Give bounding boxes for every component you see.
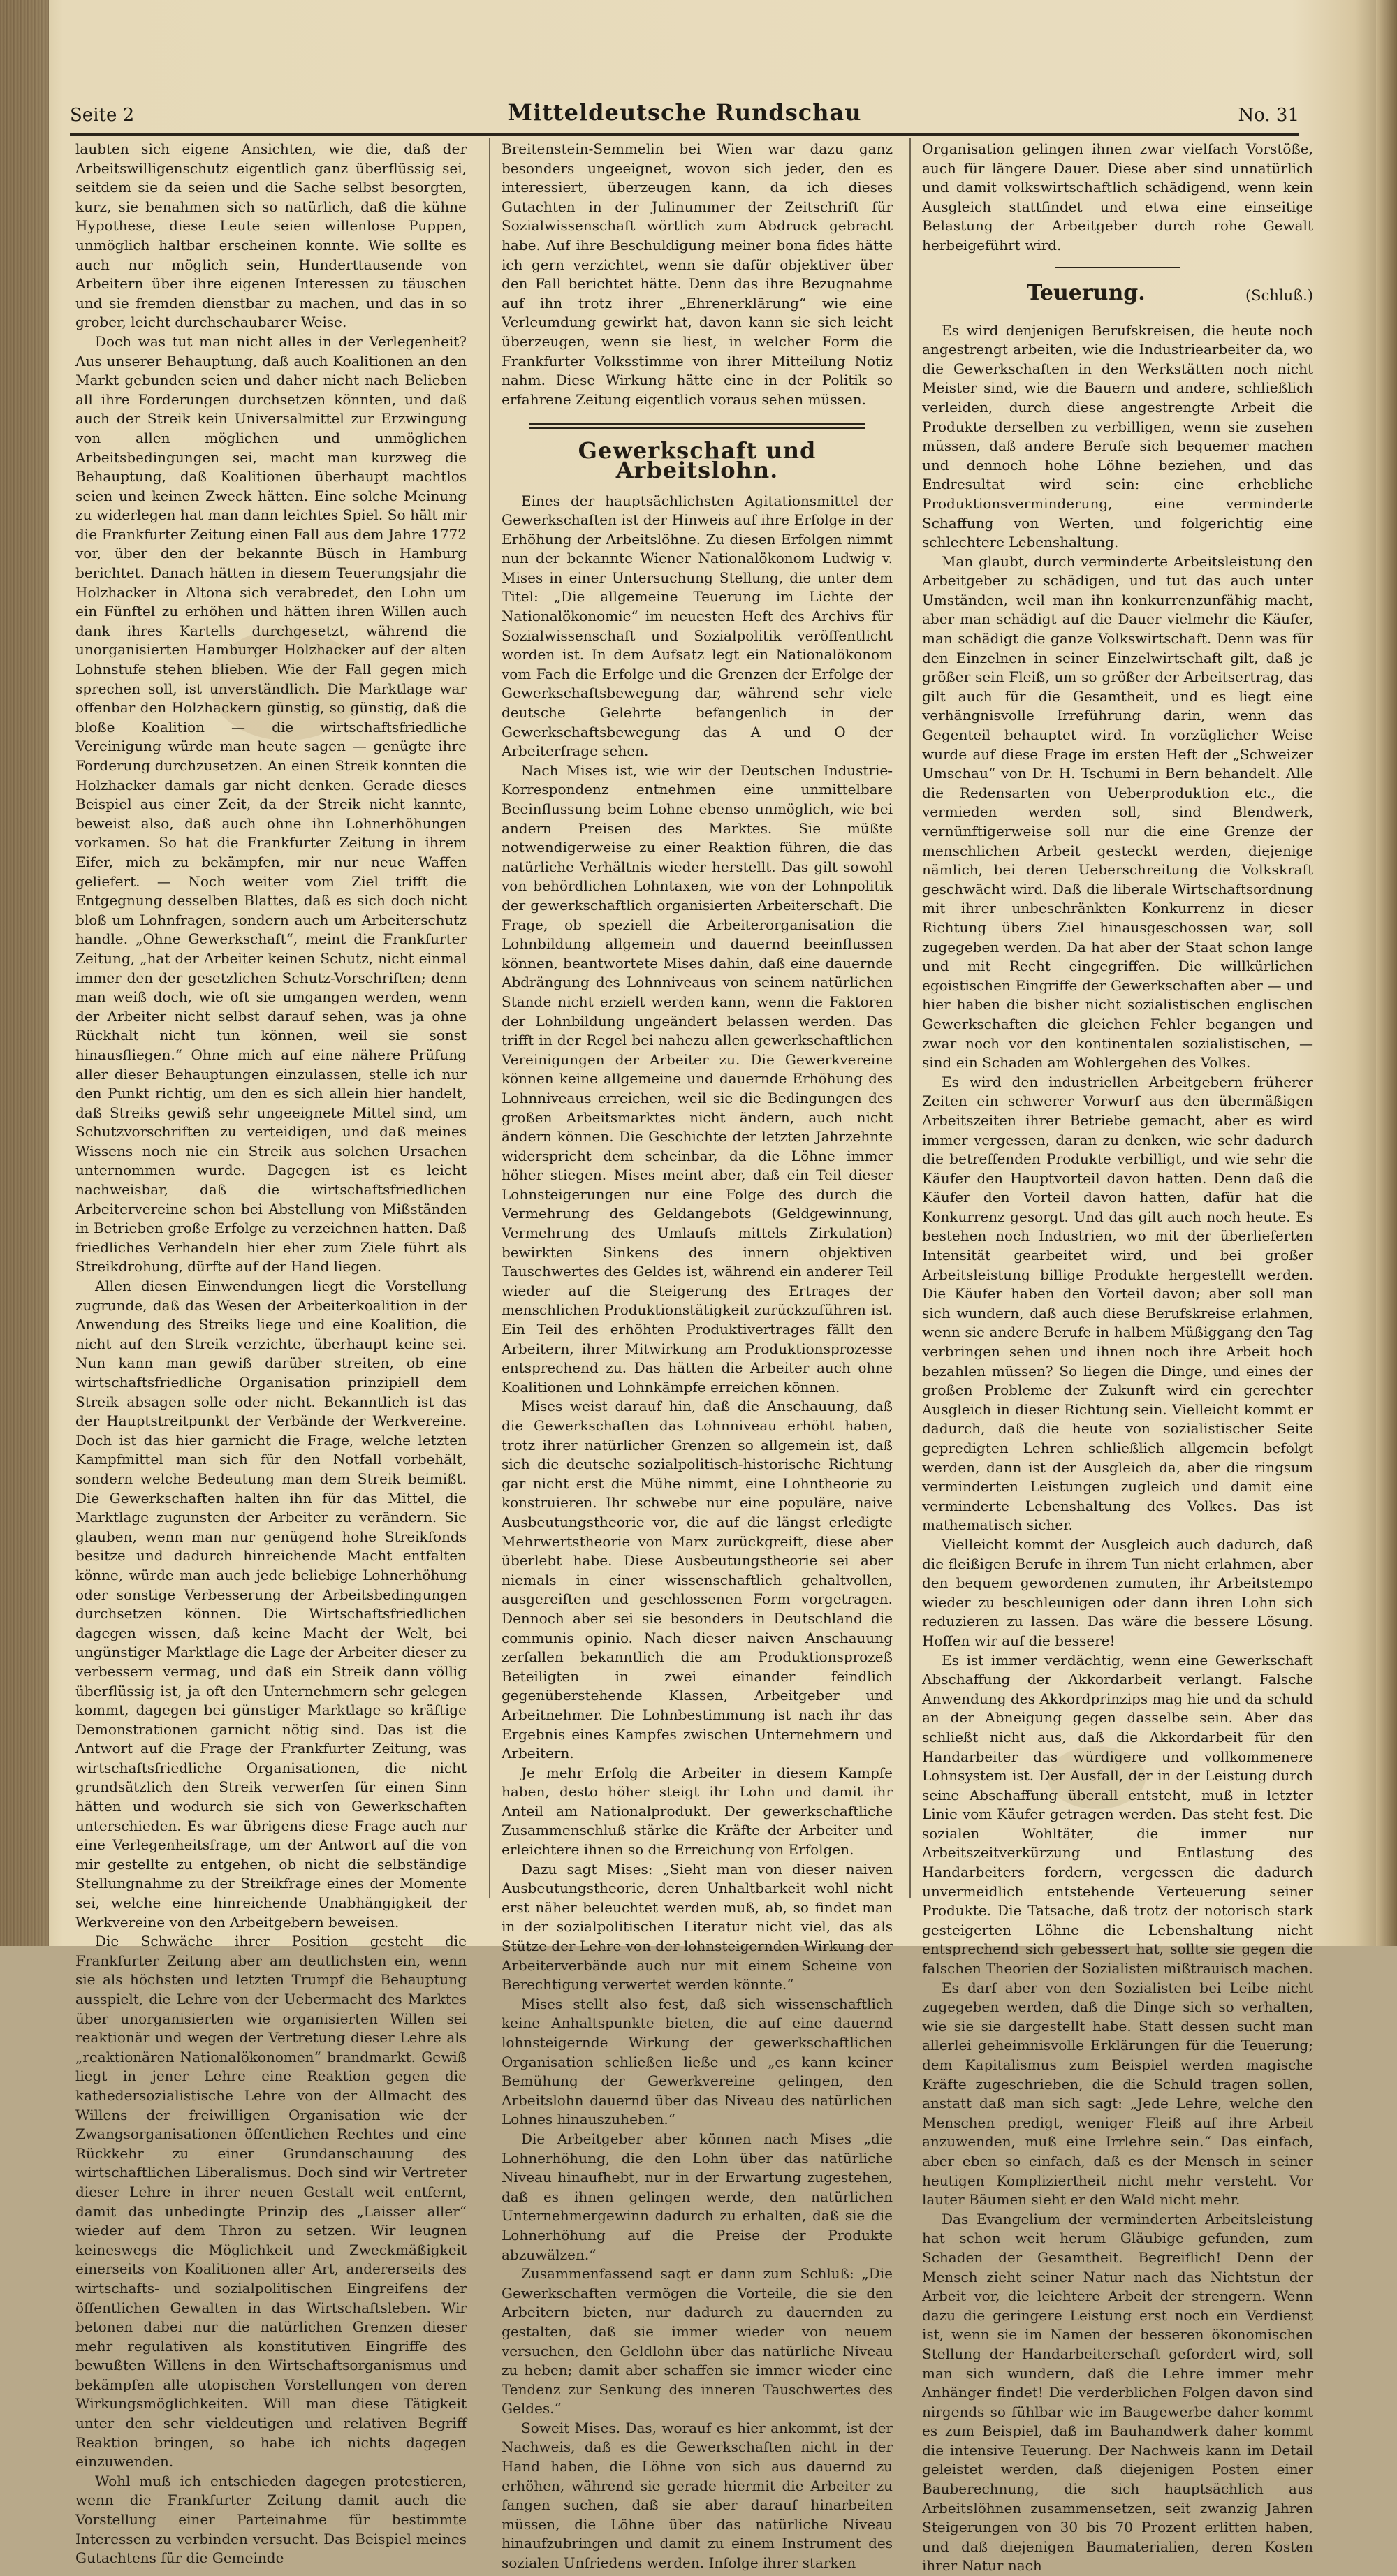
- column-rule: [909, 138, 911, 1898]
- issue-number: No. 31: [1238, 105, 1299, 126]
- page-header: [70, 98, 1299, 133]
- paragraph: Die Schwäche ihrer Position gesteht die Frankfurter Zeitung aber am deutlichsten ein, wenn sie als höchsten und letzten Trumpf die Behauptung ausspielt, die Lehre von der Uebermacht des Marktes über unorganisierten wie organisierten Willen sei reaktionär und wegen der Vertretung dieser Lehre als „reaktionären Nationalökonomen“ brandmarkt. Gewiß liegt in jener Lehre eine Reaktion gegen die kathedersozialistische Lehre von der Allmacht des Willens der freiwilligen Organisation wie der Zwangsorganisationen öffentlichen Rechtes und eine Rückkehr zu einer Grundanschauung des wirtschaftlichen Liberalismus. Doch sind wir Vertreter dieser Lehre in ihrer neuen Gestalt weit entfernt, damit das unbedingte Prinzip des „Laisser aller“ wieder auf dem Thron zu setzen. Wir leugnen keineswegs die Möglichkeit und Zweckmäßigkeit einerseits von Koalitionen aller Art, andererseits des wirtschafts- und sozialpolitischen Eingreifens der öffentlichen Gewalten in das Wirtschaftsleben. Wir betonen dabei nur die natürlichen Grenzen dieser mehr regulativen als konstitutiven Eingriffe des bewußten Willens in den Wirtschaftsorganismus und bekämpfen alle utopischen Vorstellungen von deren Wirkungsmöglichkeiten. Will man diese Tätigkeit unter den sehr vieldeutigen und relativen Begriff Reaktion bringen, so habe ich nichts dagegen einzuwenden.: [75, 1933, 467, 2471]
- section-divider: [529, 423, 865, 429]
- paragraph: Allen diesen Einwendungen liegt die Vorstellung zugrunde, daß das Wesen der Arbeiterkoalition in der Anwendung des Streiks liege und eine Koalition, die nicht auf den Streik verzichte, überhaupt keine sei. Nun kann man gewiß darüber streiten, ob eine wirtschaftsfriedliche Organisation prinzipiell dem Streik absagen solle oder nicht. Bekanntlich ist das der Hauptstreitpunkt der Verbände der Werkvereine. Doch ist das hier garnicht die Frage, welche letzten Kampfmittel man sich für den Notfall vorbehält, sondern welche Bedeutung man dem Streik beimißt. Die Gewerkschaften halten ihn für das Mittel, die Marktlage zugunsten der Arbeiter zu verändern. Sie glauben, wenn man nur genügend hohe Streikfonds besitze und dadurch hinreichende Macht entfalten könne, würde man auch jede beliebige Lohnerhöhung oder sonstige Verbesserung der Arbeitsbedingungen durchsetzen können. Die Wirtschaftsfriedlichen dagegen wissen, daß keine Macht der Welt, bei ungünstiger Marktlage die Lage der Arbeiter dieser zu verbessern vermag, und daß ein Streik dann völlig überflüssig ist, ja oft den Unternehmern sehr gelegen kommt, dagegen bei günstiger Marktlage so kräftige Demonstrationen garnicht nötig sind. Das ist die Antwort auf die Frage der Frankfurter Zeitung, was wirtschaftsfriedliche Organisationen, die nicht grundsätzlich den Streik verwerfen für einen Sinn hätten und wodurch sie sich von Gewerkschaften unterschieden. Es war übrigens diese Frage auch nur eine Verlegenheitsfrage, um der Antwort auf die von mir gestellte zu entgehen, ob nicht die selbständige Stellungnahme zu der Streikfrage eines der Momente sei, welche eine hinreichende Unabhängigkeit der Werkvereine von den Arbeitgebern beweisen.: [75, 1278, 467, 1931]
- paragraph: Vielleicht kommt der Ausgleich auch dadurch, daß die fleißigen Berufe in ihrem Tun nicht erlahmen, aber den bequem gewordenen zumuten, ihr Arbeitstempo wieder zu beschleunigen oder dann ihren Lohn sich reduzieren zu lassen. Das wäre die bessere Lösung. Hoffen wir auf die bessere!: [922, 1535, 1313, 1649]
- paragraph: Dazu sagt Mises: „Sieht man von dieser naiven Ausbeutungstheorie, deren Unhaltbarkeit wohl nicht erst näher beleuchtet werden muß, ab, so findet man in der sozialpolitischen Literatur nicht viel, das als Stütze der Lehre von der lohnsteigernden Wirkung der Arbeiterverbände auch nur mit einem Scheine von Berechtigung verwertet werden könnte.“: [502, 1860, 893, 1993]
- paragraph: Man glaubt, durch verminderte Arbeitsleistung den Arbeitgeber zu schädigen, und tut das auch unter Umständen, weil man ihn konkurrenzunfähig macht, aber man schädigt auf die Dauer vielmehr die Käufer, man schädigt die ganze Volkswirtschaft. Denn was für den Einzelnen in seiner Einzelwirtschaft gilt, daß je größer sein Fleiß, um so größer der Arbeitsertrag, das gilt auch für die Gesamtheit, und es liegt eine verhängnisvolle Irreführung darin, wenn das Gegenteil behauptet wird. In vorzüglicher Weise wurde auf diese Frage im ersten Heft der „Schweizer Umschau“ von Dr. H. Tschumi in Bern behandelt. Alle die Redensarten von Ueberproduktion etc., die vermieden werden soll, sind Blendwerk, vernünftigerweise soll nur die eine Grenze der menschlichen Arbeit gesteckt werden, diejenige nämlich, bei deren Ueberschreitung die Volkskraft geschwächt wird. Daß die liberale Wirtschaftsordnung mit ihrer unbeschränkten Konkurrenz in dieser Richtung übers Ziel hinausgeschossen war, soll zugegeben werden. Da hat aber der Staat schon lange und mit Recht eingegriffen. Die willkürlichen egoistischen Eingriffe der Gewerkschaften aber — und hier haben die bisher nicht sozialistischen englischen Gewerkschaften die gleichen Fehler begangen und zwar noch vor den kontinentalen sozialistischen, — sind ein Schaden am Wohlergehen des Volkes.: [922, 552, 1313, 1071]
- paragraph: Soweit Mises. Das, worauf es hier ankommt, ist der Nachweis, daß es die Gewerkschaften nicht in der Hand haben, die Löhne von sich aus dauernd zu erhöhen, während sie gerade hiermit die Arbeiter zu fangen suchen, daß sie aber darauf hinarbeiten müssen, die Löhne über das natürliche Niveau hinaufzubringen und damit zu einem Instrument des sozialen Unfriedens werden. Infolge ihrer starken: [502, 2419, 893, 2572]
- section-title: Teuerung.: [1027, 280, 1146, 305]
- column-rule: [489, 138, 490, 1898]
- column-2: [502, 140, 893, 2573]
- page-number: Seite 2: [70, 105, 135, 126]
- column-1: [75, 140, 467, 2568]
- section-title: Gewerkschaft und Arbeitslohn.: [578, 437, 817, 483]
- paragraph: Es wird denjenigen Berufskreisen, die heute noch angestrengt arbeiten, wie die Industriearbeiter da, wo die Gewerkschaften in den Werkstätten noch nicht Meister sind, wie die Bauern und andere, schließlich verleiden, durch diese angestrengte Arbeit die Produkte derselben zu verbilligen, wenn sie zusehen müssen, daß andere Berufe sich bequemer machen und dennoch hohe Löhne beziehen, und das Endresultat wird sein: eine erhebliche Produktionsverminderung, eine verminderte Schaffung von Werten, und folgerichtig eine schlechtere Lebenshaltung.: [922, 321, 1313, 551]
- page-edge: [1376, 0, 1397, 1946]
- paragraph: Mises stellt also fest, daß sich wissenschaftlich keine Anhaltspunkte bieten, die auf eine dauernd lohnsteigernde Wirkung der gewerkschaftlichen Organisation schließen ließe und „es kann keiner Bemühung der Gewerkvereine gelingen, den Arbeitslohn dauernd über das Niveau des natürlichen Lohnes hinauszuheben.“: [502, 1995, 893, 2128]
- paragraph: Eines der hauptsächlichsten Agitationsmittel der Gewerkschaften ist der Hinweis auf ihre Erfolge in der Erhöhung der Arbeitslöhne. Zu diesen Erfolgen nimmt nun der bekannte Wiener Nationalökonom Ludwig v. Mises in einer Untersuchung Stellung, die unter dem Titel: „Die allgemeine Teuerung im Lichte der Nationalökonomie“ im neuesten Heft des Archivs für Sozialwissenschaft und Sozialpolitik veröffentlicht worden ist. In dem Aufsatz legt ein Nationalökonom vom Fach die Erfolge und die Grenzen der Erfolge der Gewerkschaftsbewegung dar, während sehr viele deutsche Gelehrte befangenlich in der Gewerkschaftsbewegung das A und O der Arbeiterfrage sehen.: [502, 492, 893, 760]
- section-divider: [1055, 267, 1180, 268]
- paragraph: Es wird den industriellen Arbeitgebern früherer Zeiten ein schwerer Vorwurf aus den übermäßigen Arbeitszeiten ihrer Betriebe gemacht, aber es wird immer vergessen, daran zu denken, wie sehr dadurch die betreffenden Produkte verbilligt, und wie sehr die Käufer den Hauptvorteil davon hatten. Denn daß die Käufer den Vorteil davon hatten, dafür hat die Konkurrenz gesorgt. Und das gilt auch noch heute. Es bestehen noch Industrien, wo mit der überlieferten Intensität gearbeitet wird, und bei großer Arbeitsleistung billige Produkte hergestellt werden. Die Käufer haben den Vorteil davon; aber soll man sich wundern, daß auch diese Berufskreise erlahmen, wenn sie andere Berufe in halbem Müßiggang den Tag verbringen sehen und ihnen noch ihre Arbeit hoch bezahlen müssen? So liegen die Dinge, und eines der großen Probleme der Zukunft wird ein gerechter Ausgleich in dieser Richtung sein. Vielleicht kommt er dadurch, daß die heute von sozialistischer Seite gepredigten Lehren schließlich allgemein befolgt werden, dann ist der Ausgleich da, aber die ringsum verminderten Leistungen zugleich und damit eine verminderte Lebenshaltung des Volkes. Das ist mathematisch sicher.: [922, 1073, 1313, 1534]
- column-3: [922, 140, 1313, 2576]
- paragraph: Die Arbeitgeber aber können nach Mises „die Lohnerhöhung, die den Lohn über das natürliche Niveau hinaufhebt, nur in der Erwartung zugestehen, daß es ihnen gelingen werde, den natürlichen Unternehmergewinn dadurch zu erhalten, daß sie die Lohnerhöhung auf die Preise der Produkte abzuwälzen.“: [502, 2130, 893, 2263]
- paragraph: Zusammenfassend sagt er dann zum Schluß: „Die Gewerkschaften vermögen die Vorteile, die sie den Arbeitern bieten, nur dadurch zu dauernden zu gestalten, daß sie immer wieder von neuem versuchen, den Geldlohn über das natürliche Niveau zu heben; damit aber schaffen sie immer wieder eine Tendenz zur Senkung des inneren Tauschwertes des Geldes.“: [502, 2265, 893, 2417]
- paragraph: Wohl muß ich entschieden dagegen protestieren, wenn die Frankfurter Zeitung damit auch die Vorstellung einer Parteinahme für bestimmte Interessen zu verbinden versucht. Das Beispiel meines Gutachtens für die Gemeinde: [75, 2472, 467, 2567]
- paragraph: Das Evangelium der verminderten Arbeitsleistung hat schon weit herum Gläubige gefunden, zum Schaden der Gesamtheit. Begreiflich! Denn der Mensch zieht seiner Natur nach das Nichtstun der Arbeit vor, die leichtere Arbeit der strengern. Wenn dazu die geringere Leistung erst noch ein Verdienst ist, wenn sie im Namen der besseren ökonomischen Stellung der Handarbeiterschaft gefordert wird, soll man sich wundern, daß die Lehre immer mehr Anhänger findet! Die verderblichen Folgen davon sind nirgends so fühlbar wie im Baugewerbe daher kommt es zum Beispiel, daß im Bauhandwerk daher kommt die intensive Teuerung. Der Nachweis kann im Detail geleistet werden, daß diejenigen Posten einer Bauberechnung, die sich hauptsächlich aus Arbeitslöhnen zusammensetzen, seit zwanzig Jahren Steigerungen von 30 bis 70 Prozent erlitten haben, und daß diejenigen Baumaterialien, deren Kosten ihrer Natur nach: [922, 2210, 1313, 2575]
- paragraph: Je mehr Erfolg die Arbeiter in diesem Kampfe haben, desto höher steigt ihr Lohn und damit ihr Anteil am Nationalprodukt. Der gewerkschaftliche Zusammenschluß stärke die Kräfte der Arbeiter und erleichtere ihnen so die Erreichung von Erfolgen.: [502, 1764, 893, 1859]
- paragraph: Nach Mises ist, wie wir der Deutschen Industrie-Korrespondenz entnehmen eine unmittelbare Beeinflussung beim Lohne ebenso unmöglich, wie bei andern Preisen des Marktes. Sie müßte notwendigerweise zu einer Reaktion führen, die das natürliche Verhältnis wieder herstellt. Das gilt sowohl von behördlichen Lohntaxen, wie von der Lohnpolitik der gewerkschaftlich organisierten Arbeiterschaft. Die Frage, ob speziell die Arbeiterorganisation die Lohnbildung allgemein und dauernd beeinflussen können, beantwortete Mises dahin, daß eine dauernde Abdrängung des Lohnniveaus von seinem natürlichen Stande nicht erzielt werden kann, wenn die Faktoren der Lohnbildung ungeändert belassen werden. Das trifft in der Regel bei nahezu allen gewerkschaftlichen Vereinigungen der Arbeiter zu. Die Gewerkvereine können keine allgemeine und dauernde Erhöhung des Lohnniveaus erreichen, weil sie die Bedingungen des großen Arbeitsmarktes nicht ändern, auch nicht ändern können. Die Geschichte der letzten Jahrzehnte widerspricht dem scheinbar, da die Löhne immer höher stiegen. Mises meint aber, daß ein Teil dieser Lohnsteigerungen nur eine Folge des durch die Vermehrung des Geldangebots (Geldgewinnung, Vermehrung des Umlaufs mittels Zirkulation) bewirkten Sinkens des innern objektiven Tauschwertes des Geldes ist, während ein anderer Teil wieder auf die Steigerung des Ertrages der menschlichen Produktionstätigkeit zurückzuführen ist. Ein Teil des erhöhten Produktivertrages fällt den Arbeitern, ihrer Mitwirkung am Produktionsprozesse entsprechend zu. Das hätten die Arbeiter auch ohne Koalitionen und Lohnkämpfe erreichen können.: [502, 761, 893, 1396]
- paragraph: laubten sich eigene Ansichten, wie die, daß der Arbeitswilligenschutz eigentlich ganz überflüssig sei, seitdem sie da seien und die Sache selbst besorgten, kurz, sie benahmen sich so natürlich, daß die kühne Hypothese, diese Leute seien willenlose Puppen, unmöglich haltbar erscheinen konnte. Wie sollte es auch nur möglich sein, Hunderttausende von Arbeitern über ihre eigenen Interessen zu täuschen und sie fremden dienstbar zu machen, und das in so grober, leicht durchschaubarer Weise.: [75, 140, 467, 331]
- paragraph: Breitenstein-Semmelin bei Wien war dazu ganz besonders ungeeignet, wovon sich jeder, den es interessiert, überzeugen kann, da ich dieses Gutachten in der Julinummer der Zeitschrift für Sozialwissenschaft wörtlich zum Abdruck gebracht habe. Auf ihre Beschuldigung meiner bona fides hätte ich gern verzichtet, wenn sie dafür objektiver über den Fall berichtet hätte. Denn das ihre Bezugnahme auf ihn trotz ihrer „Ehrenerklärung“ wie eine Verleumdung gewirkt hat, davon kann sie sich leicht überzeugen, wenn sie liest, in welcher Form die Frankfurter Volksstimme von ihrer Mitteilung Notiz nahm. Diese Wirkung hätte eine in der Politik so erfahrene Zeitung eigentlich voraus sehen müssen.: [502, 140, 893, 408]
- masthead: Mitteldeutsche Rundschau: [507, 99, 862, 126]
- paragraph: Organisation gelingen ihnen zwar vielfach Vorstöße, auch für längere Dauer. Diese aber sind unnatürlich und damit volkswirtschaftlich schädigend, wenn kein Ausgleich stattfindet und etwa eine einseitige Belastung der Arbeitgeber durch rohe Gewalt herbeigeführt wird.: [922, 140, 1313, 254]
- paragraph: Mises weist darauf hin, daß die Anschauung, daß die Gewerkschaften das Lohnniveau erhöht haben, trotz ihrer natürlicher Grenzen so allgemein ist, daß sich die deutsche sozialpolitisch-historische Richtung gar nicht erst die Mühe nimmt, eine Lohntheorie zu konstruieren. Ihr schwebe nur eine populäre, naive Ausbeutungstheorie vor, die auf die längst erledigte Mehrwertstheorie von Marx zurückgreift, diese aber überlebt habe. Diese Ausbeutungstheorie sei aber niemals in einer wissenschaftlich gehaltvollen, ausgereiften und geschlossenen Form vorgetragen. Dennoch aber sei sie besonders in Deutschland die communis opinio. Nach dieser naiven Anschauung zerfallen bekanntlich die am Produktionsprozeß Beteiligten in zwei einander feindlich gegenüberstehende Klassen, Arbeitgeber und Arbeitnehmer. Die Lohnbestimmung ist nach ihr das Ergebnis eines Kampfes zwischen Unternehmern und Arbeitern.: [502, 1398, 893, 1762]
- paragraph: Doch was tut man nicht alles in der Verlegenheit? Aus unserer Behauptung, daß auch Koalitionen an den Markt gebunden seien und daher nicht nach Belieben all ihre Forderungen durchsetzen könnten, und daß auch der Streik kein Universalmittel zur Erzwingung von allen möglichen und unmöglichen Arbeitsbedingungen sei, macht man kurzweg die Behauptung, daß Koalitionen überhaupt machtlos seien und keinen Zweck hätten. Eine solche Meinung zu widerlegen hat man dann leichtes Spiel. So hält mir die Frankfurter Zeitung einen Fall aus dem Jahre 1772 vor, über den der bekannte Büsch in Hamburg berichtet. Danach hätten in diesem Teuerungsjahr die Holzhacker in Altona sich verabredet, den Lohn um ein Fünftel zu erhöhen und hätten ihren Willen auch dank ihres Kartells durchgesetzt, während die unorganisierten Hamburger Holzhacker auf der alten Lohnstufe stehen blieben. Wie der Fall gegen mich sprechen soll, ist unverständlich. Die Marktlage war offenbar den Holzhackern günstig, so günstig, daß die bloße Koalition — die wirtschaftsfriedliche Vereinigung würde man heute sagen — genügte ihre Forderung durchzusetzen. An einen Streik konnten die Holzhacker damals gar nicht denken. Gerade dieses Beispiel aus einer Zeit, da der Streik nicht kannte, beweist also, daß auch ohne ihn Lohnerhöhungen vorkamen. So hat die Frankfurter Zeitung in ihrem Eifer, mich zu bekämpfen, mir nur neue Waffen geliefert. — Noch weiter vom Ziel trifft die Entgegnung desselben Blattes, daß es sich doch nicht bloß um Lohnfragen, sondern auch um Arbeiterschutz handle. „Ohne Gewerkschaft“, meint die Frankfurter Zeitung, „hat der Arbeiter keinen Schutz, nicht einmal immer den der gesetzlichen Schutz-Vorschriften; denn man weiß doch, wie oft sie umgangen werden, wenn der Arbeiter nicht selbst darauf sehen, was ja ohne Rückhalt nicht tun können, weil sie sonst hinausfliegen.“ Ohne mich auf eine nähere Prüfung aller dieser Behauptungen einzulassen, stelle ich nur den Punkt richtig, um den es sich allein hier handelt, daß Streiks gewiß sehr ungeeignete Mittel sind, um Schutzvorschriften zu verteidigen, und daß meines Wissens noch nie ein Streik aus solchen Ursachen unternommen wurde. Dagegen ist es leicht nachweisbar, daß die wirtschaftsfriedlichen Arbeitervereine schon bei Abstellung von Mißständen in Betrieben große Erfolge zu verzeichnen hatten. Daß friedliches Verhandeln hier eher zum Ziele führt als Streikdrohung, dürfte auf der Hand liegen.: [75, 332, 467, 1275]
- paragraph: Es ist immer verdächtig, wenn eine Gewerkschaft Abschaffung der Akkordarbeit verlangt. Falsche Anwendung des Akkordprinzips mag hie und da schuld an der Abneigung gegen dasselbe sein. Aber das schließt nicht aus, daß die Akkordarbeit für den Handarbeiter das würdigere und vollkommenere Lohnsystem ist. Der Ausfall, der in der Leistung durch seine Abschaffung überall entsteht, muß in letzter Linie vom Käufer getragen werden. Das steht fest. Die sozialen Wohltäter, die immer nur Arbeitszeitverkürzung und Entlastung des Handarbeiters fordern, vergessen die dadurch unvermeidlich entstehende Verteuerung seiner Produkte. Die Tatsache, daß trotz der notorisch stark gesteigerten Löhne die Lebenshaltung nicht entsprechend sich gebessert hat, sollte sie gegen die falschen Theorien der Sozialisten mißtrauisch machen.: [922, 1651, 1313, 1977]
- section-note: (Schluß.): [1245, 286, 1313, 304]
- paragraph: Es darf aber von den Sozialisten bei Leibe nicht zugegeben werden, daß die Dinge sich so verhalten, wie sie sie dargestellt habe. Statt dessen sucht man allerlei geheimnisvolle Erklärungen für die Teuerung; dem Kapitalismus zum Beispiel werden magische Kräfte zugeschrieben, die die Schuld tragen sollen, anstatt daß man sich sagt: „Jede Lehre, welche den Menschen predigt, weniger Fleiß auf ihre Arbeit anzuwenden, muß eine Irrlehre sein.“ Das einfach, aber eben so einfach, daß es der Mensch in seiner heutigen Kompliziertheit nicht mehr versteht. Vor lauter Bäumen sieht er den Wald nicht mehr.: [922, 1979, 1313, 2209]
- section-heading: [922, 279, 1313, 314]
- book-spine: [0, 0, 49, 1946]
- header-rule: [70, 133, 1299, 136]
